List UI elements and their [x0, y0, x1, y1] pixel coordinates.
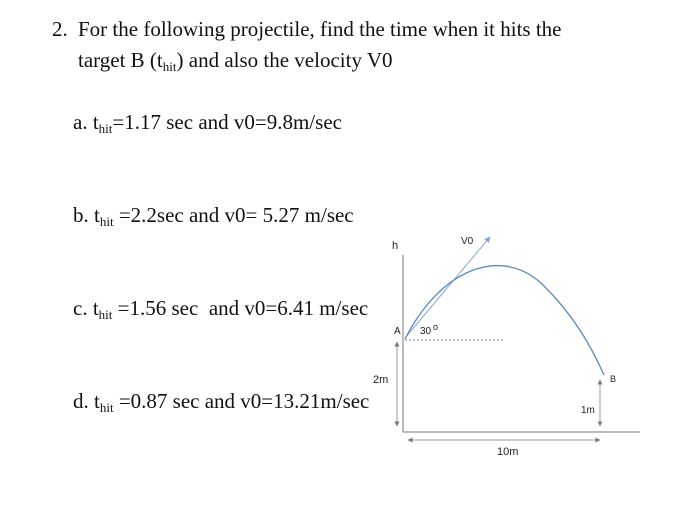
option-text: =1.17 sec and v0=9.8m/sec [112, 110, 342, 134]
height-b-label: 1m [581, 405, 595, 416]
degree-symbol: o [433, 322, 439, 332]
option-letter: d. [73, 389, 89, 413]
point-b-label: B [610, 374, 617, 384]
question-line-2-pre: target B (t [78, 48, 163, 72]
option-text: =1.56 sec and v0=6.41 m/sec [112, 296, 369, 320]
trajectory-curve [405, 266, 604, 375]
option-letter: b. [73, 203, 89, 227]
question-line-2-post: ) and also the velocity V0 [176, 48, 393, 72]
option-t: t [94, 203, 100, 227]
angle-label: 30 [420, 326, 432, 337]
option-t: t [94, 389, 100, 413]
v0-vector [405, 237, 490, 338]
question-line-2-sub: hit [162, 59, 177, 74]
distance-label: 10m [497, 446, 519, 458]
option-sub: hit [98, 307, 113, 322]
h-axis-label: h [392, 240, 399, 252]
option-sub: hit [99, 214, 114, 229]
option-letter: a. [73, 110, 88, 134]
v0-label: V0 [461, 236, 474, 247]
option-t: t [92, 110, 99, 134]
option-letter: c. [73, 296, 88, 320]
option-text: =0.87 sec and v0=13.21m/sec [113, 389, 370, 413]
option-t: t [92, 296, 99, 320]
question-line-1: For the following projectile, find the time when it hits the [78, 17, 562, 41]
option-sub: hit [98, 121, 113, 136]
height-a-label: 2m [373, 374, 389, 386]
point-a-label: A [394, 326, 401, 337]
question-number: 2. [52, 17, 68, 41]
option-sub: hit [99, 400, 114, 415]
option-text: =2.2sec and v0= 5.27 m/sec [113, 203, 354, 227]
